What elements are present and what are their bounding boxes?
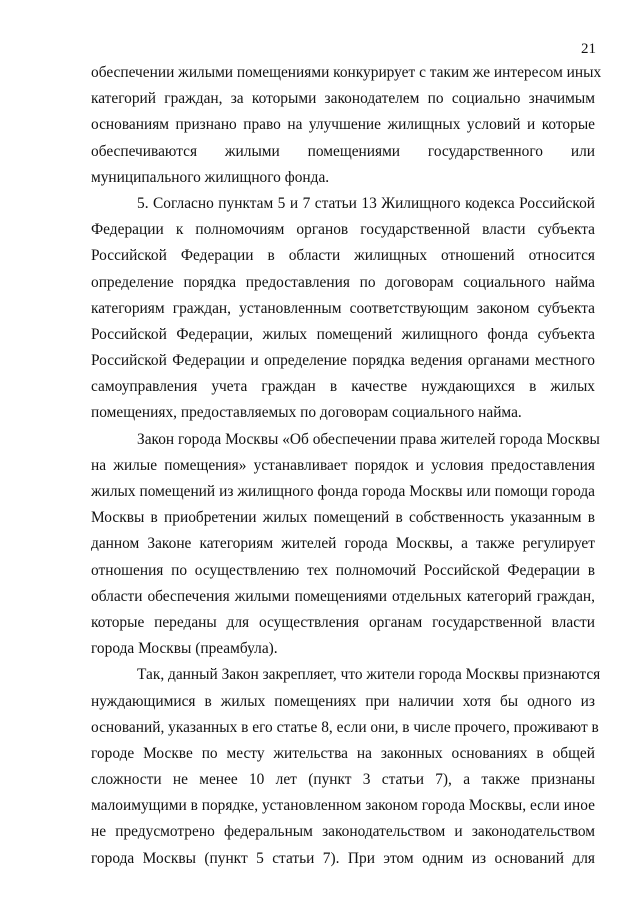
text-line: Российской Федерации и определение порядка ведения органами местного [91,352,595,370]
text-line: Федерации к полномочиям органов государственной власти субъекта [91,221,595,239]
text-line: Так, данный Закон закрепляет, что жители города Москвы признаются [137,666,601,684]
text-line: которые переданы для осуществления органам государственной власти [91,613,595,631]
text-line: Москвы в приобретении жилых помещений в собственность указанным в [91,509,595,527]
text-line: жилых помещений из жилищного фонда города Москвы или помощи города [91,483,595,500]
text-line: оснований, указанных в его статье 8, если они, в числе прочего, проживают в [91,718,599,736]
paragraph [91,662,601,872]
text-line: Российской Федерации в области жилищных отношений относится [91,247,595,265]
text-line: категорий граждан, за которыми законодателем по социально значимым [91,90,595,108]
text-line: данном Законе категориям жителей города Москвы, а также регулирует [91,535,595,553]
text-line: 5. Согласно пунктам 5 и 7 статьи 13 Жилищного кодекса Российской [137,194,595,212]
text-line: муниципального жилищного фонда. [91,168,330,186]
text-line: отношения по осуществлению тех полномочий Российской Федерации в [91,561,595,579]
text-line: Российской Федерации, жилых помещений жилищного фонда субъекта [91,325,595,343]
text-line: не предусмотрено федеральным законодательством и законодательством [91,823,595,841]
text-line: области обеспечения жилыми помещениями отдельных категорий граждан, [91,587,595,605]
text-line: городе Москве по месту жительства на законных основаниях в общей [91,744,595,762]
document-body [91,60,602,872]
text-line: Закон города Москвы «Об обеспечении права жителей города Москвы [137,430,600,448]
page-number: 21 [581,41,596,57]
text-line: обеспечении жилыми помещениями конкурирует с таким же интересом иных [91,64,602,81]
text-line: основаниям признано право на улучшение жилищных условий и которые [91,116,595,134]
text-line: обеспечиваются жилыми помещениями государственного или [91,142,595,160]
text-line: категориям граждан, установленным соответствующим законом субъекта [91,299,595,317]
text-line: определение порядка предоставления по договорам социального найма [91,273,595,291]
text-line: малоимущими в порядке, установленном законом города Москвы, если иное [91,797,595,815]
text-line: города Москвы (преамбула). [91,640,278,658]
text-line: сложности не менее 10 лет (пункт 3 статьи 7), а также признаны [91,771,595,789]
text-line: на жилые помещения» устанавливает порядок и условия предоставления [91,456,595,474]
paragraph [91,60,602,191]
text-line: города Москвы (пункт 5 статьи 7). При этом одним из оснований для [91,849,595,867]
text-line: самоуправления учета граждан в качестве нуждающихся в жилых [91,378,595,396]
text-line: помещениях, предоставляемых по договорам социального найма. [91,404,522,422]
paragraph [91,191,595,427]
text-line: нуждающимися в жилых помещениях при наличии хотя бы одного из [91,692,595,710]
paragraph [91,427,600,663]
